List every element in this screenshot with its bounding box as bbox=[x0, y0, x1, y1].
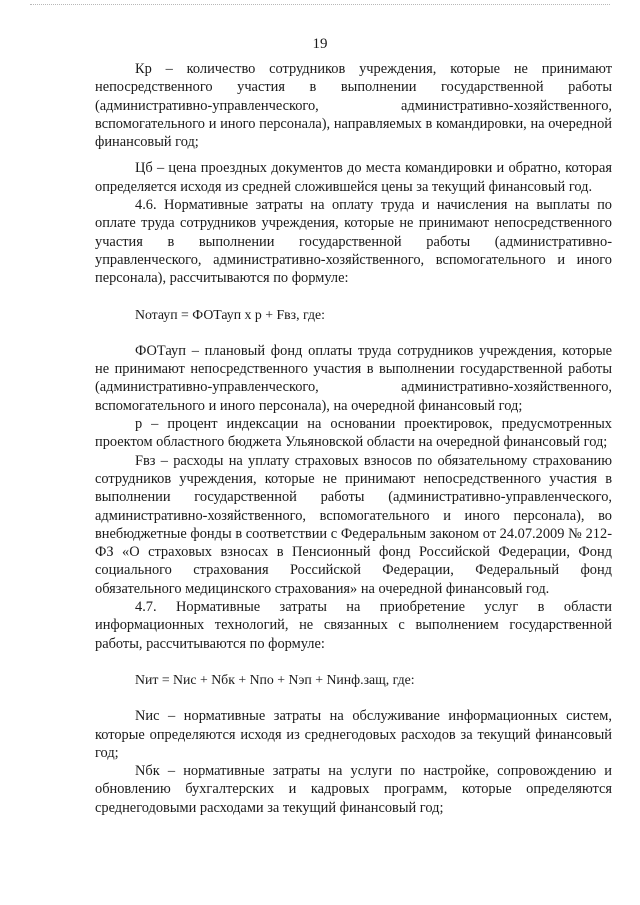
paragraph-cb-definition: Цб – цена проездных документов до места командировки и обратно, которая определяется исходя из средней сложившейся цены за текущий финансовый год. bbox=[95, 160, 612, 195]
paragraph-kr-definition: Кр – количество сотрудников учреждения, которые не принимают непосредственного участия в выполнении государственной работы (административно-управленческого, административно-хозяйственного, вспомогательного и иного персонала), направляемых в командировки, на очередной финансовый год; bbox=[95, 61, 612, 151]
page-number: 19 bbox=[312, 36, 328, 52]
paragraph-nbk-definition: Nбк – нормативные затраты на услуги по настройке, сопровождению и обновлению бухгалтерских и кадровых программ, которые определяются среднегодовыми расходами за текущий финансовый год; bbox=[95, 763, 612, 816]
document-body bbox=[95, 60, 612, 817]
paragraph-p-definition: р – процент индексации на основании проектировок, предусмотренных проектом областного бюджета Ульяновской области на очередной финансовый год; bbox=[95, 416, 612, 451]
paragraph-section-4-6: 4.6. Нормативные затраты на оплату труда и начисления на выплаты по оплате труда сотрудников учреждения, которые не принимают непосредственного участия в выполнении государственной работы (административно-управленческого, административно-хозяйственного, вспомогательного и иного персонала), рассчитываются по формуле: bbox=[95, 197, 612, 287]
paragraph-fot-definition: ФОТауп – плановый фонд оплаты труда сотрудников учреждения, которые не принимают непосредственного участия в выполнении государственной работы (административно-управленческого, административно-хозяйственного, вспомогательного и иного персонала), на очередной финансовый год; bbox=[95, 342, 612, 414]
formula-nотауп: Nотауп = ФОТауп х р + Fвз, где: bbox=[135, 306, 325, 322]
paragraph-fvz-definition: Fвз – расходы на уплату страховых взносов по обязательному страхованию сотрудников учреждения, которые не принимают непосредственного участия в выполнении государственной работы (административно-управленческого, административно-хозяйственного, вспомогательного и иного персонала), во внебюджетные фонды в соответствии с Федеральным законом от 24.07.2009 № 212-ФЗ «О страховых взносах в Пенсионный фонд Российской Федерации, Фонд социального страхования Российской Федерации, Федеральный фонд обязательного медицинского страхования» на очередной финансовый год. bbox=[95, 452, 612, 597]
paragraph-nis-definition: Nис – нормативные затраты на обслуживание информационных систем, которые определяются исходя из среднегодовых расходов за текущий финансовый год; bbox=[95, 708, 612, 761]
scan-artifact-line bbox=[30, 4, 610, 6]
formula-nит: Nит = Nис + Nбк + Nпо + Nэп + Nинф.защ, где: bbox=[135, 671, 415, 687]
paragraph-section-4-7: 4.7. Нормативные затраты на приобретение услуг в области информационных технологий, не связанных с выполнением государственной работы, рассчитываются по формуле: bbox=[95, 599, 612, 652]
